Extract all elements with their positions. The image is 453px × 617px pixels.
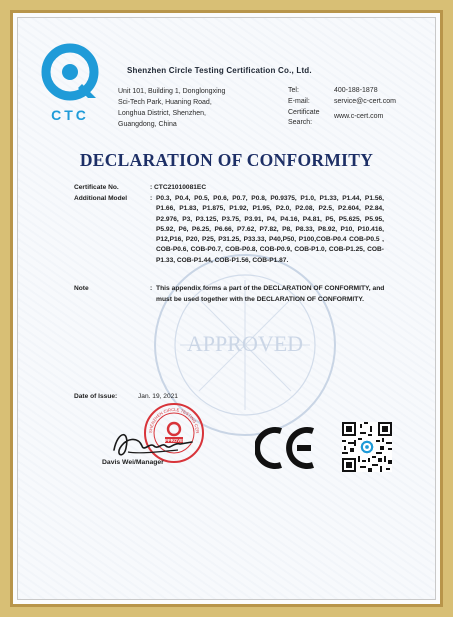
address-line-4: Guangdong, China — [118, 121, 177, 128]
seal-ring-text: SHENZHEN CIRCLE TESTING CER — [147, 406, 201, 434]
additional-model-label: Additional Model — [74, 195, 128, 202]
seal-center-text: APPROVED — [161, 438, 187, 443]
company-name: Shenzhen Circle Testing Certification Co., Ltd. — [127, 66, 312, 75]
additional-model-colon: : — [150, 195, 153, 202]
watermark-text: APPROVED — [186, 331, 304, 356]
certificate-search-label-2: Search: — [288, 119, 313, 126]
address-line-3: Longhua District, Shenzhen, — [118, 110, 206, 117]
logo-text: CTC — [51, 107, 89, 123]
note-text: This appendix forms a part of the DECLARATION OF CONFORMITY, and must be used together with the DECLARATION OF CONFORMITY. — [156, 285, 385, 303]
certificate-no-label: Certificate No. — [74, 184, 119, 191]
ctc-logo — [38, 40, 102, 126]
address-line-1: Unit 101, Building 1, Donglongxing — [118, 88, 226, 95]
ce-mark-icon — [255, 425, 317, 471]
date-of-issue-value: Jan. 19, 2021 — [138, 393, 178, 400]
tel-value: 400-188-1878 — [334, 87, 378, 94]
date-of-issue-label: Date of Issue: — [74, 393, 118, 400]
signer-name: Davis Wei/Manager — [102, 459, 164, 466]
additional-model-list: P0.3, P0.4, P0.5, P0.6, P0.7, P0.8, P0.9375, P1.0, P1.33, P1.44, P1.56, P1.66, P1.83, P1.875, P1.92, P1.95, P2.0, P2.08, P2.5, P2.604, P2.84, P2.976, P3, P3.125, P3.75, P3.91, P4, P4.16, P4.81, P5, P5.625, P5.95, P5.92, P6, P6.25, P6.66, P7.62, P7.82, P8, P8.33, P8.92, P10, P10.416, P12,P16, P20, P25, P31.25, P33.33, P40,P50, P100,COB-P0.4 COB-P0.5 , COB-P0.6, COB-P0.7, COB-P0.8, COB-P0.9, COB-P1.0, COB-P1.25, COB-P1.33, COB-P1.44, COB-P1.56, COB-P1.87. — [156, 195, 384, 264]
certificate-no-value: : CTC21010081EC — [150, 184, 207, 191]
qr-code-icon — [342, 422, 392, 472]
email-value: service@c-cert.com — [334, 98, 396, 105]
address-line-2: Sci-Tech Park, Huaning Road, — [118, 99, 212, 106]
note-label: Note — [74, 285, 89, 292]
email-label: E-mail: — [288, 98, 310, 105]
tel-label: Tel: — [288, 87, 299, 94]
signature — [108, 424, 198, 464]
document-title: DECLARATION OF CONFORMITY — [79, 150, 374, 170]
certificate-search-label-1: Certificate — [288, 109, 320, 116]
note-colon: : — [150, 285, 153, 292]
website-value: www.c-cert.com — [334, 113, 384, 120]
